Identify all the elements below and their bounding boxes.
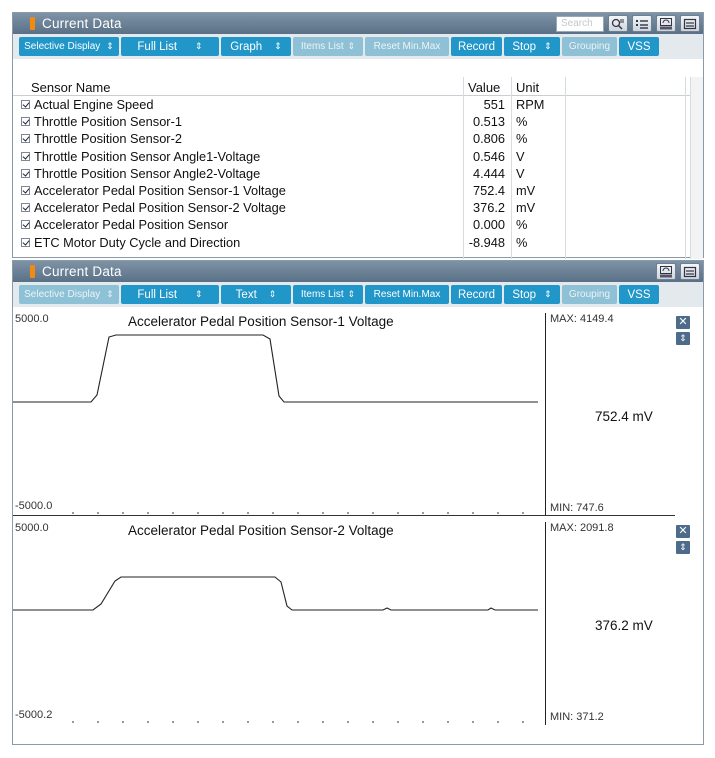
sensor-name: Throttle Position Sensor Angle1-Voltage <box>34 148 261 164</box>
time-ticks <box>73 721 523 723</box>
graph-divider <box>545 313 546 516</box>
updown-arrow-icon: ⇕ <box>195 289 203 299</box>
graph-title: Accelerator Pedal Position Sensor-1 Voltage <box>128 314 394 329</box>
top-toolbar <box>13 34 703 59</box>
table-row[interactable] <box>13 216 691 233</box>
value-header: Value <box>468 80 501 95</box>
sensor-name: Accelerator Pedal Position Sensor <box>34 217 229 233</box>
graph-bottom-border <box>13 515 675 516</box>
updown-arrow-icon: ⇕ <box>195 41 203 51</box>
search-icon[interactable] <box>608 15 628 32</box>
panel-titlebar <box>13 13 703 34</box>
menu-icon[interactable] <box>680 263 700 280</box>
row-checkbox[interactable] <box>21 100 30 109</box>
table-scrollbar[interactable] <box>690 77 703 259</box>
sensor-value: 752.4 <box>472 182 505 198</box>
updown-arrow-icon: ⇕ <box>274 41 282 51</box>
updown-arrow-icon: ⇕ <box>544 289 552 299</box>
updown-arrow-icon: ⇕ <box>347 41 356 51</box>
stop-button[interactable]: Stop ⇕ <box>504 37 560 56</box>
table-row[interactable] <box>13 182 691 199</box>
menu-icon[interactable] <box>680 15 700 32</box>
sensor-name: ETC Motor Duty Cycle and Direction <box>34 234 241 250</box>
table-row[interactable] <box>13 199 691 216</box>
reset-min-max-button[interactable]: Reset Min.Max <box>365 285 449 304</box>
reset-min-max-button[interactable]: Reset Min.Max <box>365 37 449 56</box>
current-value: 376.2 mV <box>595 618 653 633</box>
table-row[interactable] <box>13 165 691 182</box>
table-row[interactable] <box>13 113 691 130</box>
sensor-name: Accelerator Pedal Position Sensor-1 Voltage <box>34 182 286 198</box>
full-list-button[interactable]: Full List ⇕ <box>121 285 219 304</box>
panel-title: Current Data <box>42 16 122 31</box>
title-marker-icon <box>30 265 35 278</box>
sensor-name: Throttle Position Sensor-2 <box>34 131 182 147</box>
current-value: 752.4 mV <box>595 409 653 424</box>
stop-button[interactable]: Stop ⇕ <box>504 285 560 304</box>
table-row[interactable] <box>13 130 691 147</box>
sensor-unit: % <box>516 217 528 233</box>
max-readout: MAX: 2091.8 <box>550 522 614 534</box>
max-readout: MAX: 4149.4 <box>550 313 614 325</box>
sensor-unit: % <box>516 234 528 250</box>
sensor-value: 4.444 <box>472 165 505 181</box>
graph-divider <box>545 522 546 725</box>
items-list-button[interactable]: Items List ⇕ <box>293 285 363 304</box>
updown-arrow-icon: ⇕ <box>106 289 114 299</box>
sensor-value: 0.806 <box>472 131 505 147</box>
row-checkbox[interactable] <box>21 117 30 126</box>
sensor-value: 0.513 <box>472 114 505 130</box>
row-checkbox[interactable] <box>21 220 30 229</box>
updown-arrow-icon: ⇕ <box>544 41 552 51</box>
sensor-unit: V <box>516 148 525 164</box>
time-ticks <box>73 512 523 514</box>
updown-arrow-icon: ⇕ <box>106 41 114 51</box>
sensor-name: Accelerator Pedal Position Sensor-2 Voltage <box>34 200 286 216</box>
sensor-value: -8.948 <box>468 234 505 250</box>
list-icon[interactable] <box>632 15 652 32</box>
panel-titlebar <box>13 261 703 282</box>
search-input[interactable]: Search <box>556 16 604 32</box>
title-marker-icon <box>30 17 35 30</box>
retry-icon[interactable] <box>656 15 676 32</box>
row-checkbox[interactable] <box>21 186 30 195</box>
sensor-unit: % <box>516 114 528 130</box>
y-max-label: 5000.0 <box>15 313 49 325</box>
min-readout: MIN: 747.6 <box>550 502 604 514</box>
graph-sensor-1 <box>13 313 688 516</box>
signal-trace <box>13 335 538 402</box>
table-row[interactable] <box>13 148 691 165</box>
y-min-label: -5000.0 <box>15 500 53 512</box>
sensor-name: Actual Engine Speed <box>34 97 154 112</box>
updown-arrow-icon: ⇕ <box>268 289 277 299</box>
panel-title: Current Data <box>42 264 122 279</box>
record-button[interactable]: Record <box>451 37 502 56</box>
sensor-table <box>13 77 691 251</box>
sensor-value: 376.2 <box>472 200 505 216</box>
row-checkbox[interactable] <box>21 169 30 178</box>
graph-plot <box>13 313 544 516</box>
unit-header: Unit <box>516 80 540 95</box>
sensor-name-header: Sensor Name <box>31 80 111 95</box>
bottom-toolbar <box>13 282 703 307</box>
graph-button[interactable]: Graph ⇕ <box>221 37 291 56</box>
items-list-button[interactable]: Items List ⇕ <box>293 37 363 56</box>
close-icon[interactable]: ✕ <box>676 525 690 538</box>
graph-area <box>13 308 703 744</box>
updown-arrow-icon: ⇕ <box>347 289 356 299</box>
retry-icon[interactable] <box>656 263 676 280</box>
selective-display-button[interactable]: Selective Display ⇕ <box>19 285 119 304</box>
table-row[interactable] <box>13 96 691 113</box>
signal-trace <box>13 577 538 610</box>
sensor-unit: RPM <box>516 97 545 112</box>
table-header <box>13 77 691 96</box>
grouping-button[interactable]: Grouping <box>562 37 617 56</box>
sensor-value: 551 <box>483 97 505 112</box>
sensor-unit: mV <box>516 182 536 198</box>
sensor-name: Throttle Position Sensor-1 <box>34 114 182 130</box>
row-checkbox[interactable] <box>21 238 30 247</box>
full-list-button[interactable]: Full List ⇕ <box>121 37 219 56</box>
graph-sensor-2 <box>13 522 688 725</box>
row-checkbox[interactable] <box>21 134 30 143</box>
grouping-button[interactable]: Grouping <box>562 285 617 304</box>
record-button[interactable]: Record <box>451 285 502 304</box>
table-row[interactable] <box>13 234 691 251</box>
current-data-panel-graph <box>12 260 704 745</box>
vss-button[interactable]: VSS <box>619 37 659 56</box>
sensor-unit: % <box>516 131 528 147</box>
sensor-rows <box>13 96 691 251</box>
min-readout: MIN: 371.2 <box>550 711 604 723</box>
selective-display-button[interactable]: Selective Display ⇕ <box>19 37 119 56</box>
sensor-value: 0.546 <box>472 148 505 164</box>
graph-plot <box>13 522 544 725</box>
graph-title: Accelerator Pedal Position Sensor-2 Voltage <box>128 523 394 538</box>
sensor-name: Throttle Position Sensor Angle2-Voltage <box>34 165 261 181</box>
row-checkbox[interactable] <box>21 203 30 212</box>
current-data-panel-list <box>12 12 704 258</box>
y-max-label: 5000.0 <box>15 522 49 534</box>
row-checkbox[interactable] <box>21 152 30 161</box>
sensor-unit: mV <box>516 200 536 216</box>
expand-icon[interactable]: ⇕ <box>676 541 690 554</box>
text-button[interactable]: Text ⇕ <box>221 285 291 304</box>
expand-icon[interactable]: ⇕ <box>676 332 690 345</box>
sensor-unit: V <box>516 165 525 181</box>
y-min-label: -5000.2 <box>15 709 53 721</box>
sensor-value: 0.000 <box>472 217 505 233</box>
vss-button[interactable]: VSS <box>619 285 659 304</box>
close-icon[interactable]: ✕ <box>676 316 690 329</box>
